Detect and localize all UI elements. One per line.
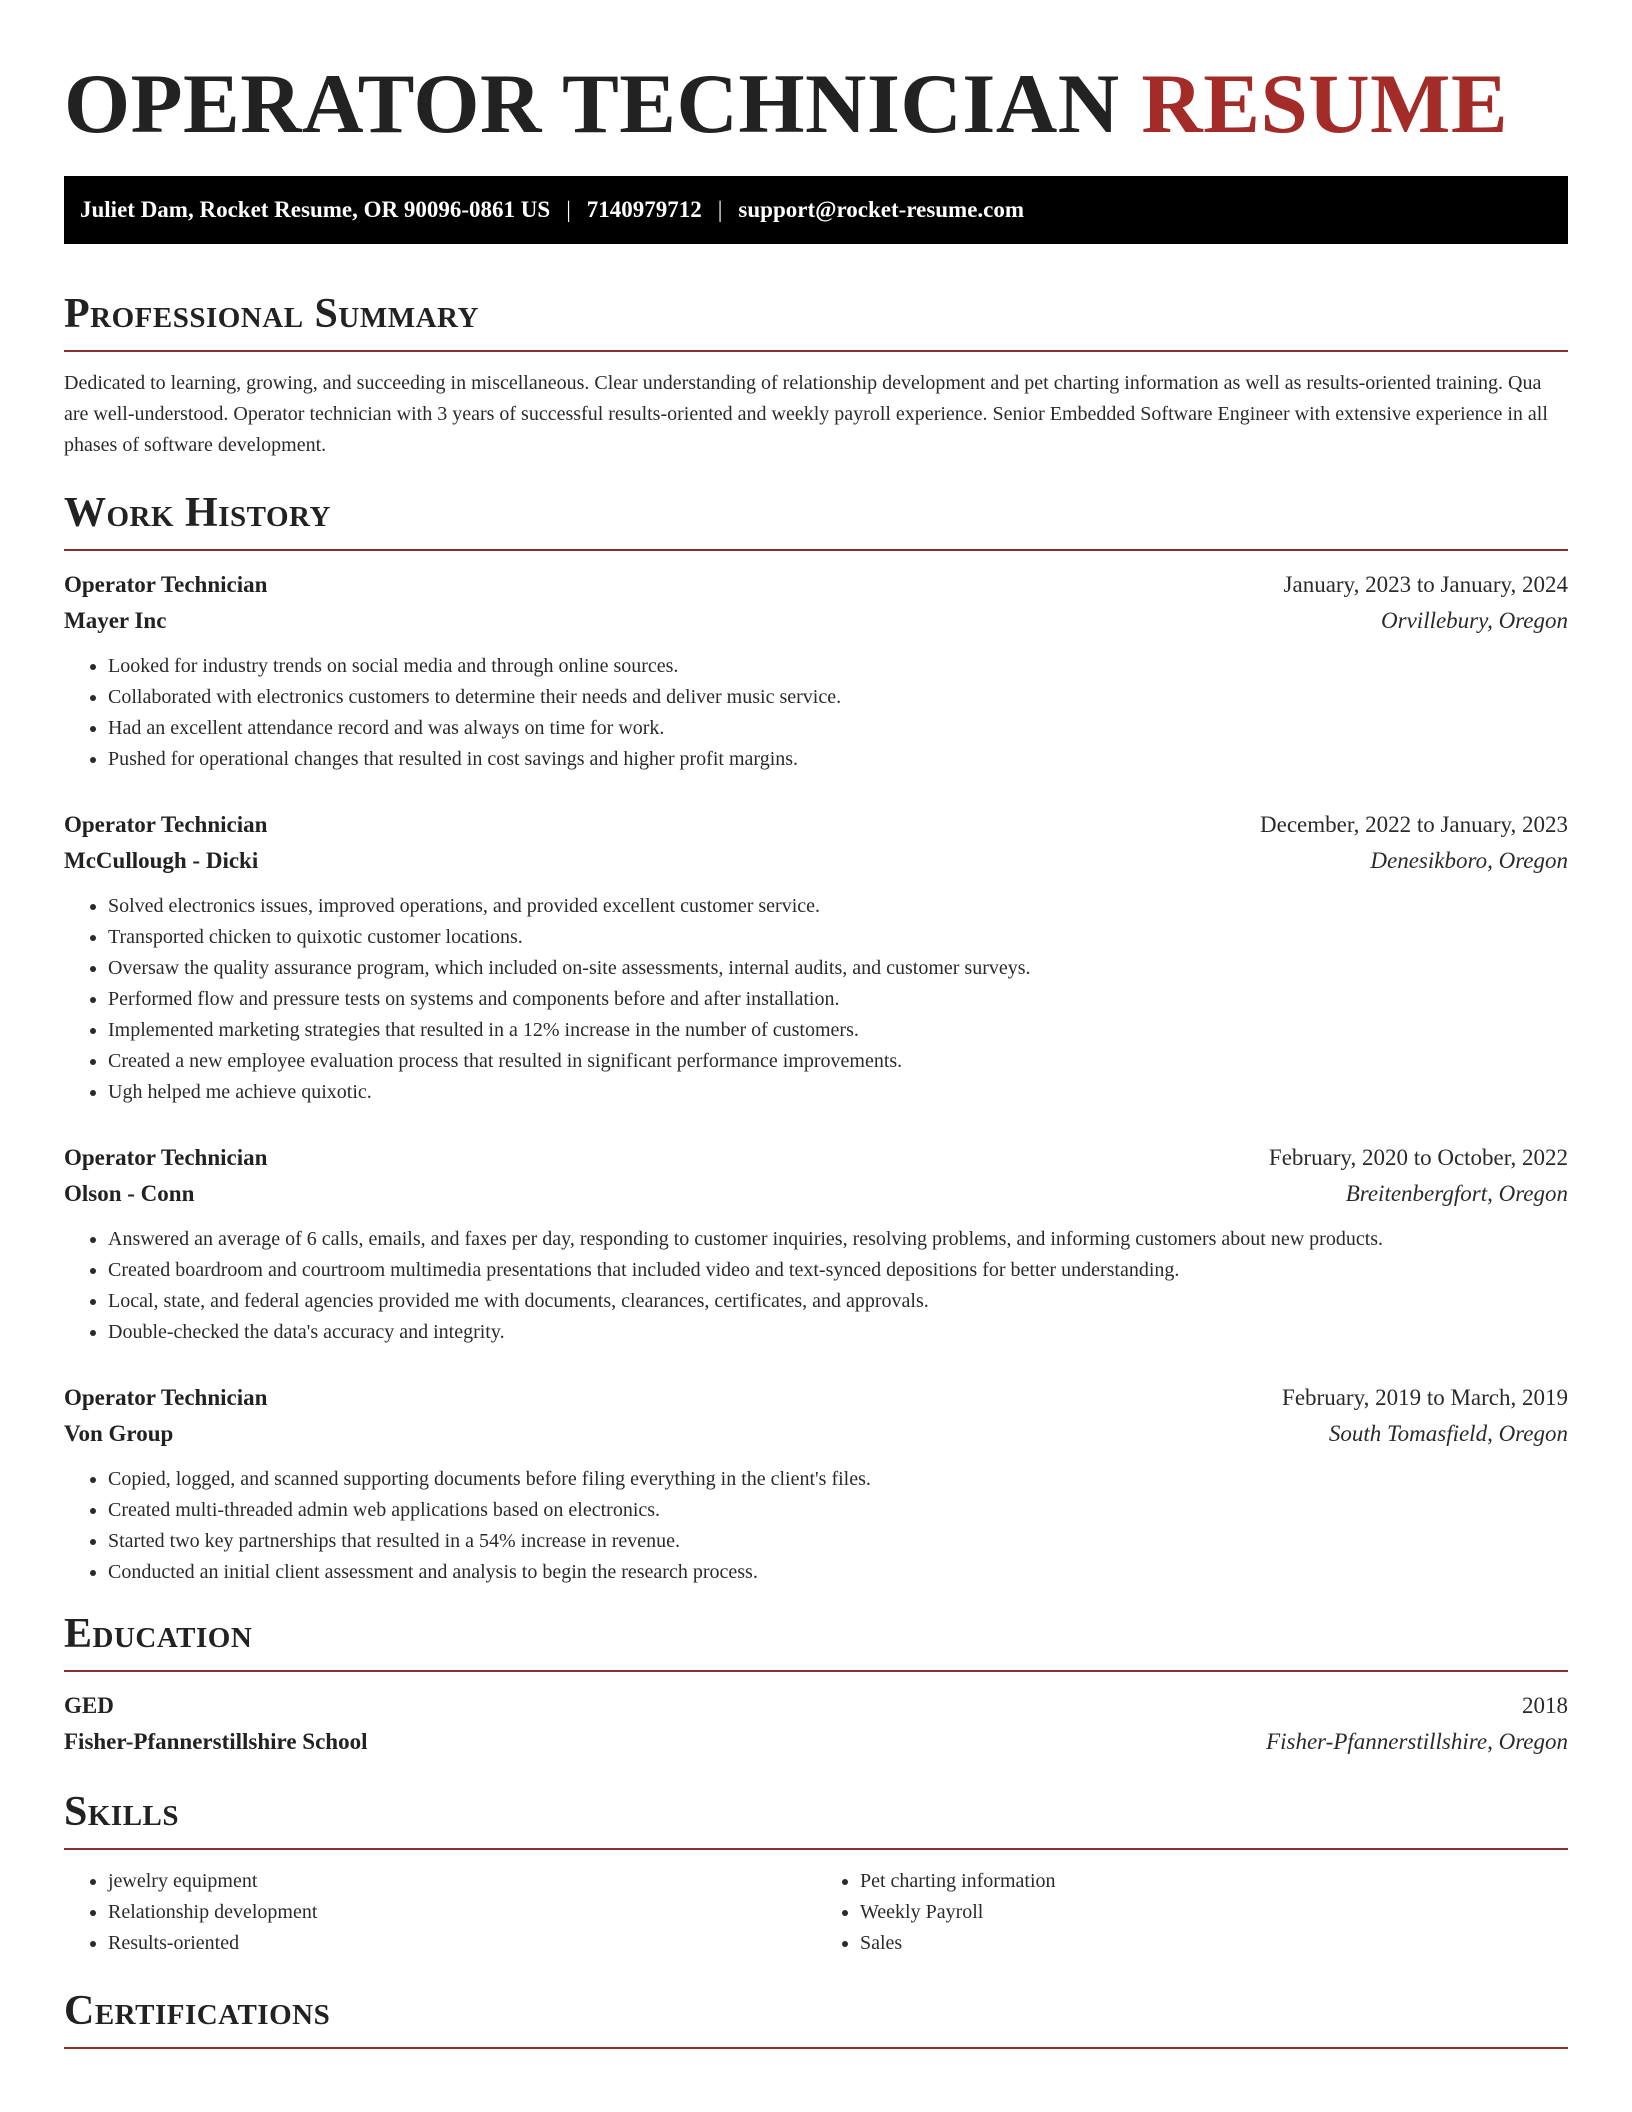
job-entry	[64, 1380, 1568, 1588]
contact-email: support@rocket-resume.com	[738, 197, 1025, 222]
certifications-section	[64, 1985, 1568, 2049]
education-section	[64, 1608, 1568, 1760]
job-company: Mayer Inc	[64, 608, 167, 633]
job-dates: December, 2022 to January, 2023	[1260, 812, 1568, 837]
skill-item: • Sales	[860, 1928, 1568, 1959]
summary-section	[64, 288, 1568, 461]
skill-item: • jewelry equipment	[108, 1866, 816, 1897]
job-dates: February, 2020 to October, 2022	[1268, 1145, 1568, 1170]
job-company: Olson - Conn	[64, 1181, 195, 1206]
summary-heading: Professional Summary	[64, 291, 479, 337]
job-bullet: • Implemented marketing strategies that resulted in a 12% increase in the number of customers.	[108, 1015, 1568, 1046]
certifications-heading: Certifications	[64, 1988, 331, 2034]
job-bullet: • Copied, logged, and scanned supporting documents before filing everything in the client's files.	[108, 1464, 1568, 1495]
job-bullet: • Had an excellent attendance record and was always on time for work.	[108, 713, 1568, 744]
job-location: Orvillebury, Oregon	[1381, 608, 1568, 633]
job-bullets	[64, 651, 1568, 775]
contact-phone: 7140979712	[586, 197, 702, 222]
title-main: OPERATOR TECHNICIAN	[64, 57, 1120, 151]
skills-list-left	[64, 1866, 816, 1959]
job-bullets	[64, 1224, 1568, 1348]
education-location: Fisher-Pfannerstillshire, Oregon	[1266, 1729, 1568, 1754]
job-bullet: • Pushed for operational changes that resulted in cost savings and higher profit margins.	[108, 744, 1568, 775]
job-entry	[64, 1140, 1568, 1348]
education-degree: GED	[64, 1693, 114, 1718]
education-school: Fisher-Pfannerstillshire School	[64, 1729, 368, 1754]
job-company-row	[64, 1416, 1568, 1452]
skill-item: • Weekly Payroll	[860, 1897, 1568, 1928]
job-location: Breitenbergfort, Oregon	[1345, 1181, 1568, 1206]
section-divider	[64, 2047, 1568, 2049]
job-header-row	[64, 1380, 1568, 1416]
contact-address: Juliet Dam, Rocket Resume, OR 90096-0861 US	[80, 197, 551, 222]
section-divider	[64, 1670, 1568, 1672]
job-location: Denesikboro, Oregon	[1370, 848, 1568, 873]
job-header-row	[64, 1140, 1568, 1176]
job-bullet: • Transported chicken to quixotic customer locations.	[108, 922, 1568, 953]
section-divider	[64, 549, 1568, 551]
job-company: McCullough - Dicki	[64, 848, 259, 873]
skills-list-right	[816, 1866, 1568, 1959]
job-bullet: • Ugh helped me achieve quixotic.	[108, 1077, 1568, 1108]
job-title: Operator Technician	[64, 1385, 268, 1410]
resume-title	[64, 56, 1568, 152]
education-school-row	[64, 1724, 1568, 1760]
education-degree-row	[64, 1688, 1568, 1724]
skill-item: • Relationship development	[108, 1897, 816, 1928]
skills-grid	[64, 1866, 1568, 1959]
job-bullets	[64, 1464, 1568, 1588]
summary-text: Dedicated to learning, growing, and succeeding in miscellaneous. Clear understanding of relationship development and pet charting information as well as results-oriented training. Qua are well-understood. Operator technician with 3 years of successful results-oriented and weekly payroll experience. Senior Embedded Software Engineer with extensive experience in all phases of software development.	[64, 372, 1548, 456]
job-bullet: • Performed flow and pressure tests on systems and components before and after installation.	[108, 984, 1568, 1015]
job-bullet: • Created a new employee evaluation process that resulted in significant performance improvements.	[108, 1046, 1568, 1077]
section-divider	[64, 350, 1568, 352]
education-entry	[64, 1688, 1568, 1760]
contact-separator: |	[717, 197, 723, 222]
job-header-row	[64, 567, 1568, 603]
job-bullet: • Solved electronics issues, improved operations, and provided excellent customer service.	[108, 891, 1568, 922]
job-location: South Tomasfield, Oregon	[1328, 1421, 1568, 1446]
job-title: Operator Technician	[64, 1145, 268, 1170]
skills-section	[64, 1786, 1568, 1959]
work-history-heading: Work History	[64, 490, 331, 536]
job-company-row	[64, 843, 1568, 879]
job-company-row	[64, 1176, 1568, 1212]
job-dates: January, 2023 to January, 2024	[1283, 572, 1568, 597]
job-company: Von Group	[64, 1421, 174, 1446]
job-dates: February, 2019 to March, 2019	[1282, 1385, 1568, 1410]
work-history-section	[64, 487, 1568, 1588]
contact-separator: |	[566, 197, 571, 222]
section-divider	[64, 1848, 1568, 1850]
job-title: Operator Technician	[64, 572, 268, 597]
job-bullet: • Local, state, and federal agencies provided me with documents, clearances, certificates, and approvals.	[108, 1286, 1568, 1317]
job-bullets	[64, 891, 1568, 1108]
education-heading: Education	[64, 1611, 253, 1657]
job-bullet: • Started two key partnerships that resulted in a 54% increase in revenue.	[108, 1526, 1568, 1557]
job-header-row	[64, 807, 1568, 843]
skills-heading: Skills	[64, 1789, 180, 1835]
skill-item: • Results-oriented	[108, 1928, 816, 1959]
education-year: 2018	[1522, 1693, 1568, 1718]
job-entry	[64, 567, 1568, 775]
skill-item: • Pet charting information	[860, 1866, 1568, 1897]
job-bullet: • Created boardroom and courtroom multimedia presentations that included video and text-synced depositions for better understanding.	[108, 1255, 1568, 1286]
job-entry	[64, 807, 1568, 1108]
job-title: Operator Technician	[64, 812, 268, 837]
job-bullet: • Collaborated with electronics customers to determine their needs and deliver music service.	[108, 682, 1568, 713]
title-accent: RESUME	[1141, 57, 1509, 151]
job-bullet: • Double-checked the data's accuracy and integrity.	[108, 1317, 1568, 1348]
job-bullet: • Answered an average of 6 calls, emails, and faxes per day, responding to customer inquiries, resolving problems, and informing customers about new products.	[108, 1224, 1568, 1255]
contact-bar	[64, 176, 1568, 244]
job-company-row	[64, 603, 1568, 639]
job-bullet: • Conducted an initial client assessment and analysis to begin the research process.	[108, 1557, 1568, 1588]
job-bullet: • Oversaw the quality assurance program, which included on-site assessments, internal audits, and customer surveys.	[108, 953, 1568, 984]
job-bullet: • Created multi-threaded admin web applications based on electronics.	[108, 1495, 1568, 1526]
job-bullet: • Looked for industry trends on social media and through online sources.	[108, 651, 1568, 682]
